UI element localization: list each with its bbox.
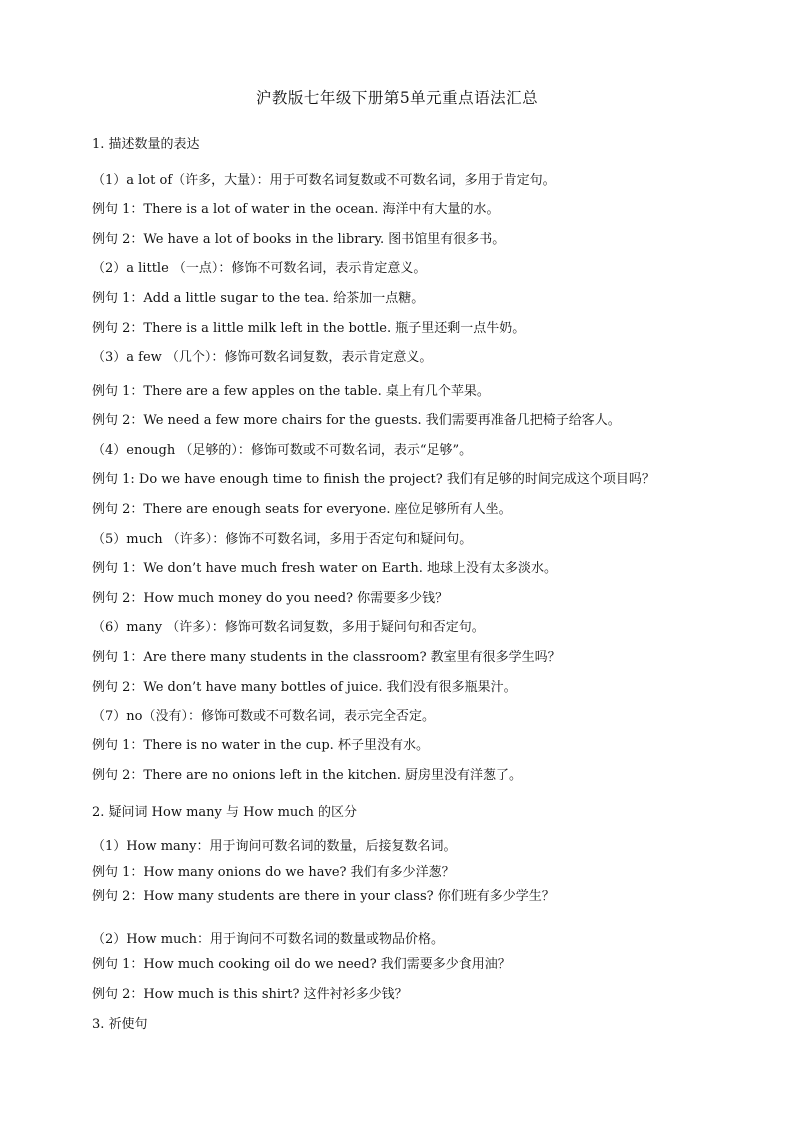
example-sentence: 例句 1：Are there many students in the classroom? 教室里有很多学生吗？ bbox=[92, 650, 561, 665]
section-heading: 3. 祈使句 bbox=[92, 1017, 148, 1032]
example-sentence: 例句 1：There is a lot of water in the ocean. 海洋中有大量的水。 bbox=[92, 202, 500, 217]
example-sentence: 例句 1：How much cooking oil do we need? 我们需要多少食用油？ bbox=[92, 957, 511, 972]
example-sentence: 例句 2：How much money do you need? 你需要多少钱？ bbox=[92, 591, 449, 606]
example-sentence: 例句 2：How many students are there in your class? 你们班有多少学生？ bbox=[92, 889, 555, 904]
document-title: 沪教版七年级下册第5单元重点语法汇总 bbox=[255, 89, 539, 107]
example-sentence: 例句 1: Do we have enough time to finish the project? 我们有足够的时间完成这个项目吗？ bbox=[92, 472, 655, 487]
item-label: （2）How much：用于询问不可数名词的数量或物品价格。 bbox=[92, 932, 445, 947]
section-heading: 2. 疑问词 How many 与 How much 的区分 bbox=[92, 805, 358, 820]
example-sentence: 例句 2：We have a lot of books in the library. 图书馆里有很多书。 bbox=[92, 232, 506, 247]
example-sentence: 例句 2：How much is this shirt? 这件衬衫多少钱？ bbox=[92, 987, 408, 1002]
item-label: （6）many （许多）：修饰可数名词复数，多用于疑问句和否定句。 bbox=[92, 620, 485, 635]
example-sentence: 例句 2：There are no onions left in the kitchen. 厨房里没有洋葱了。 bbox=[92, 768, 523, 783]
example-sentence: 例句 1：There are a few apples on the table. 桌上有几个苹果。 bbox=[92, 384, 490, 399]
section-heading: 1. 描述数量的表达 bbox=[92, 137, 200, 152]
example-sentence: 例句 1：How many onions do we have? 我们有多少洋葱？ bbox=[92, 865, 455, 880]
item-label: （3）a few （几个）：修饰可数名词复数，表示肯定意义。 bbox=[92, 350, 433, 365]
item-label: （4）enough （足够的）：修饰可数或不可数名词，表示“足够”。 bbox=[92, 443, 473, 458]
item-label: （5）much （许多）：修饰不可数名词，多用于否定句和疑问句。 bbox=[92, 532, 473, 547]
example-sentence: 例句 1：There is no water in the cup. 杯子里没有水。 bbox=[92, 738, 429, 753]
item-label: （1）How many：用于询问可数名词的数量，后接复数名词。 bbox=[92, 839, 457, 854]
item-label: （2）a little （一点）：修饰不可数名词，表示肯定意义。 bbox=[92, 261, 427, 276]
example-sentence: 例句 2：There is a little milk left in the bottle. 瓶子里还剩一点牛奶。 bbox=[92, 321, 526, 336]
item-label: （7）no（没有）：修饰可数或不可数名词，表示完全否定。 bbox=[92, 709, 435, 724]
example-sentence: 例句 2：We need a few more chairs for the guests. 我们需要再准备几把椅子给客人。 bbox=[92, 413, 621, 428]
item-label: （1）a lot of（许多，大量）：用于可数名词复数或不可数名词，多用于肯定句。 bbox=[92, 173, 556, 188]
example-sentence: 例句 1：Add a little sugar to the tea. 给茶加一点糖。 bbox=[92, 291, 425, 306]
example-sentence: 例句 2：There are enough seats for everyone. 座位足够所有人坐。 bbox=[92, 502, 512, 517]
example-sentence: 例句 1：We don’t have much fresh water on Earth. 地球上没有太多淡水。 bbox=[92, 561, 558, 576]
example-sentence: 例句 2：We don’t have many bottles of juice. 我们没有很多瓶果汁。 bbox=[92, 680, 517, 695]
